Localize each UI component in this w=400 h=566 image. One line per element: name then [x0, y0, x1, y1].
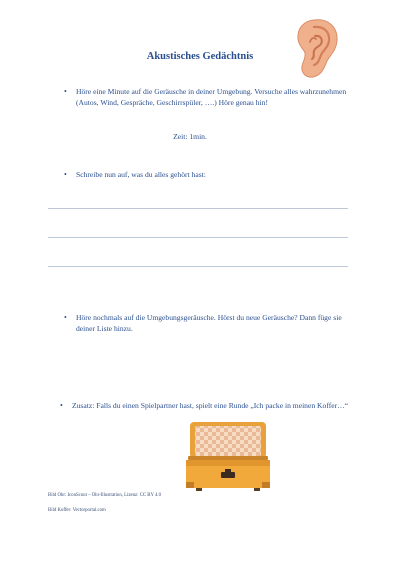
ear-icon: [292, 17, 340, 79]
instruction-listen-text: Höre eine Minute auf die Geräusche in deiner Umgebung. Versuche alles wahrzunehmen (Autos, Wind, Gespräche, Geschirrspüler, ….) Höre genau hin!: [76, 87, 347, 108]
time-label: Zeit: 1min.: [173, 132, 207, 141]
bullet-icon: •: [64, 313, 67, 322]
instruction-write: [64, 169, 356, 180]
bullet-icon: •: [64, 170, 67, 179]
image-credit-ear: Bild Ohr: IconScout – Ohr-Illustration, Lizenz: CC BY 4.0: [48, 493, 161, 498]
image-credit-suitcase: Bild Koffer: Vectorportal.com: [48, 508, 106, 513]
suitcase-icon: [184, 420, 272, 492]
instruction-listen-again: [64, 312, 346, 334]
instruction-bonus-game-text: Zusatz: Falls du einen Spielpartner hast, spielt eine Runde „Ich packe in meinen Koffer…“: [72, 401, 349, 410]
instruction-listen: [64, 86, 356, 108]
instruction-bonus-game: [60, 400, 352, 411]
writing-line[interactable]: [48, 237, 348, 238]
instruction-listen-again-text: Höre nochmals auf die Umgebungsgeräusche. Hörst du neue Geräusche? Dann füge sie deiner Liste hinzu.: [76, 313, 342, 334]
bullet-icon: •: [64, 87, 67, 96]
page-title: Akustisches Gedächtnis: [146, 51, 254, 62]
writing-line[interactable]: [48, 266, 348, 267]
bullet-icon: •: [60, 401, 63, 410]
instruction-write-text: Schreibe nun auf, was du alles gehört hast:: [76, 170, 206, 179]
writing-line[interactable]: [48, 208, 348, 209]
